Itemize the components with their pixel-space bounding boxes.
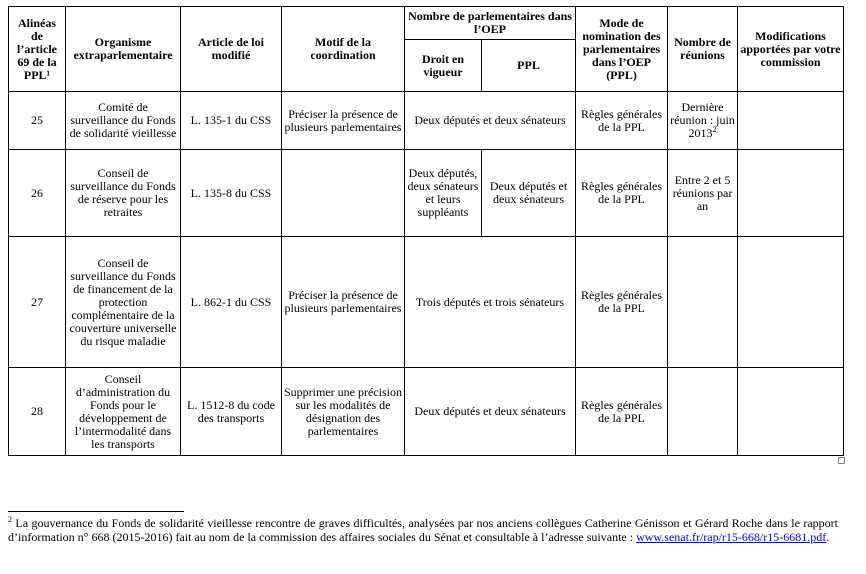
table-resize-handle[interactable] <box>838 457 845 464</box>
cell-alinea: 25 <box>9 92 66 150</box>
cell-alinea: 27 <box>9 237 66 368</box>
cell-modifications <box>738 92 844 150</box>
cell-mode-nomination: Règles générales de la PPL <box>576 368 668 456</box>
footnote-marker: 2 <box>8 515 12 524</box>
cell-droit-en-vigueur: Deux députés, deux sénateurs et leurs suppléants <box>405 150 482 237</box>
cell-motif: Préciser la présence de plusieurs parlementaires <box>282 237 405 368</box>
header-ppl: PPL <box>482 40 576 92</box>
cell-article: L. 135-1 du CSS <box>181 92 282 150</box>
footnote-ref: 2 <box>712 125 717 134</box>
cell-alinea: 28 <box>9 368 66 456</box>
cell-motif <box>282 150 405 237</box>
cell-modifications <box>738 150 844 237</box>
cell-reunions <box>668 92 738 150</box>
header-organisme: Organisme extraparlementaire <box>66 7 181 92</box>
header-droit-en-vigueur: Droit en vigueur <box>405 40 482 92</box>
footnote-text: La gouvernance du Fonds de solidarité vieillesse rencontre de graves difficultés, analysées par nos anciens collègues Catherine Génisson et Gérard Roche dans le rapport d’information n° 668 (2015-2016) fait au nom de la commission des affaires sociales du Sénat et consultable à l’adresse suivante : <box>8 516 838 544</box>
footnote <box>8 516 838 544</box>
footnote-separator <box>8 511 184 512</box>
cell-ppl: Deux députés et deux sénateurs <box>482 150 576 237</box>
table-row <box>9 368 844 456</box>
cell-article: L. 862-1 du CSS <box>181 237 282 368</box>
footnote-link[interactable]: www.senat.fr/rap/r15-668/r15-6681.pdf <box>636 530 827 544</box>
header-motif: Motif de la coordination <box>282 7 405 92</box>
cell-modifications <box>738 237 844 368</box>
cell-article: L. 1512-8 du code des transports <box>181 368 282 456</box>
header-nombre-parlementaires: Nombre de parlementaires dans l’OEP <box>405 7 576 40</box>
reunions-text: Dernière réunion : juin 2013 <box>670 100 735 140</box>
cell-parlementaires: Deux députés et deux sénateurs <box>405 368 576 456</box>
cell-parlementaires: Trois députés et trois sénateurs <box>405 237 576 368</box>
cell-motif: Supprimer une précision sur les modalités de désignation des parlementaires <box>282 368 405 456</box>
cell-mode-nomination: Règles générales de la PPL <box>576 150 668 237</box>
cell-modifications <box>738 368 844 456</box>
coordination-table <box>8 6 844 456</box>
cell-motif: Préciser la présence de plusieurs parlementaires <box>282 92 405 150</box>
cell-reunions <box>668 368 738 456</box>
cell-organisme: Conseil d’administration du Fonds pour le développement de l’intermodalité dans les transports <box>66 368 181 456</box>
cell-mode-nomination: Règles générales de la PPL <box>576 92 668 150</box>
cell-reunions: Entre 2 et 5 réunions par an <box>668 150 738 237</box>
header-modifications: Modifications apportées par votre commission <box>738 7 844 92</box>
cell-mode-nomination: Règles générales de la PPL <box>576 237 668 368</box>
cell-organisme: Conseil de surveillance du Fonds de réserve pour les retraites <box>66 150 181 237</box>
cell-organisme: Comité de surveillance du Fonds de solidarité vieillesse <box>66 92 181 150</box>
cell-organisme: Conseil de surveillance du Fonds de financement de la protection complémentaire de la couverture universelle du risque maladie <box>66 237 181 368</box>
cell-reunions <box>668 237 738 368</box>
cell-article: L. 135-8 du CSS <box>181 150 282 237</box>
table-row <box>9 237 844 368</box>
footnote-end: . <box>826 530 830 544</box>
table-row <box>9 150 844 237</box>
cell-parlementaires: Deux députés et deux sénateurs <box>405 92 576 150</box>
cell-alinea: 26 <box>9 150 66 237</box>
table-row <box>9 92 844 150</box>
header-nombre-reunions: Nombre de réunions <box>668 7 738 92</box>
header-article: Article de loi modifié <box>181 7 282 92</box>
header-alineas: Alinéas de l’article 69 de la PPL¹ <box>9 7 66 92</box>
header-mode-nomination: Mode de nomination des parlementaires dans l’OEP (PPL) <box>576 7 668 92</box>
